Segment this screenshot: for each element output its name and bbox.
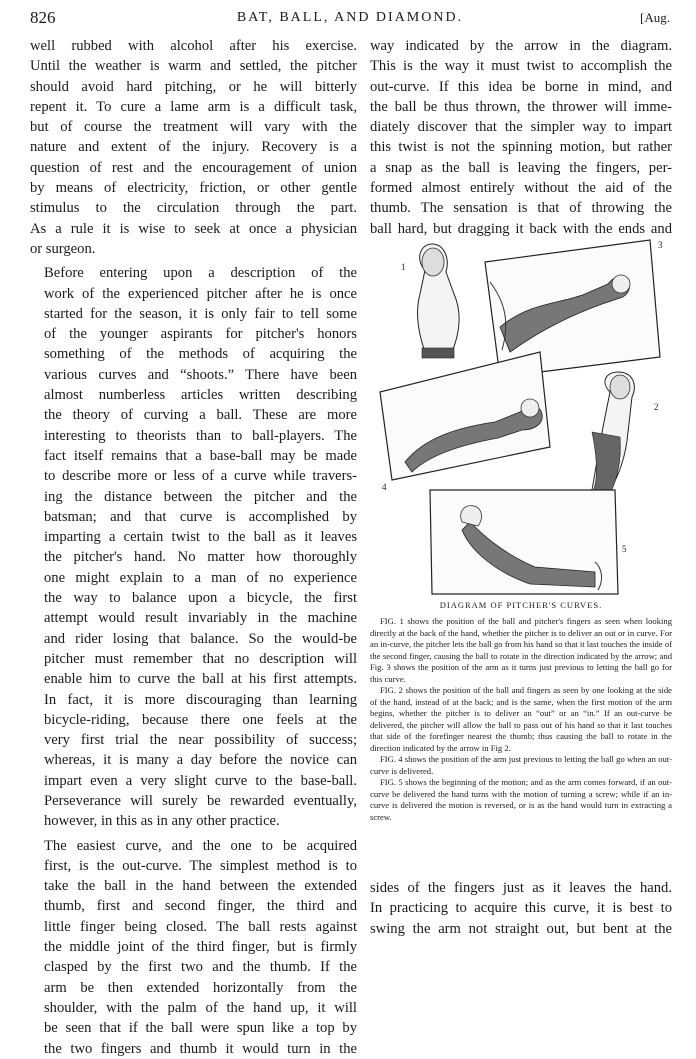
- text-line: thumb, first and second finger, the third and: [44, 898, 357, 915]
- fig-4-panel: [380, 352, 550, 480]
- text-line: This is the way it must twist to accomplish the: [370, 58, 672, 75]
- text-line: by means of electricity, friction, or other gentle: [30, 180, 357, 197]
- text-line: to describe more or less of a curve while travers-: [44, 468, 357, 485]
- page-number: 826: [30, 8, 56, 27]
- text-line: repent it. To cure a lame arm is a difficult task,: [30, 98, 357, 115]
- text-line: Before entering upon a description of the: [44, 265, 357, 282]
- text-line: stimulus to the circulation through the part.: [30, 200, 357, 217]
- text-line: something of the methods of acquiring the: [44, 346, 357, 363]
- text-line: whereas, it is many a day before the novice can: [44, 752, 357, 769]
- text-line: one might explain to a man of no experience: [44, 569, 357, 586]
- text-line: a snap as the ball is leaving the fingers, per-: [370, 159, 672, 176]
- text-line: the middle joint of the third finger, but is firmly: [44, 939, 357, 956]
- text-line: pitcher must remember that no description will: [44, 650, 357, 667]
- text-line: should avoid hard pitching, or he will bitterly: [30, 78, 357, 95]
- text-line: shoulder, with the palm of the hand up, it will: [44, 999, 357, 1016]
- text-line: the two fingers and thumb it would turn in the: [44, 1040, 357, 1057]
- text-line: be seen that if the ball were spun like a top by: [44, 1020, 357, 1037]
- figure-captions: [370, 616, 672, 823]
- text-line: impart even a very slight curve to the base-ball.: [44, 772, 357, 789]
- text-line: first, is the out-curve. The simplest method is to: [44, 857, 357, 874]
- paragraph-twist: [370, 36, 672, 239]
- text-line: fact itself remains that a base-ball may be made: [44, 447, 357, 464]
- text-line: of the younger aspirants for pitcher's honors: [44, 326, 357, 343]
- running-header: [30, 8, 670, 30]
- text-line: In fact, it is more discouraging than learning: [44, 691, 357, 708]
- paragraph-curves-intro: [30, 263, 357, 831]
- left-column: [30, 36, 357, 1059]
- text-line: batsman; and that curve is accomplished by: [44, 508, 357, 525]
- text-line: swing the arm not straight out, but bent at the: [370, 920, 672, 937]
- text-line: started for the season, it is only fair to tell some: [44, 305, 357, 322]
- caption-fig-1: FIG. 1 shows the position of the ball and pitcher's fingers as seen when looking directly at the back of the hand, whether the pitcher is to deliver an out or in curve. For an in-curve, the pitcher lets the ball go from his hand so that it last touches the inside of the second finger, causing the ball to rotate in the direction indicated by the arrow; and Fig. 3 shows the position of the arm as it turns just previous to letting the ball go for this curve.: [370, 616, 672, 684]
- pitcher-curves-diagram: [370, 232, 672, 612]
- caption-fig-4: FIG. 4 shows the position of the arm just previous to letting the ball go when an out-curve is delivered.: [370, 754, 672, 776]
- text-line: nature and extent of the injury. Recovery is a: [30, 139, 357, 156]
- text-line: work of the experienced pitcher after he is once: [44, 285, 357, 302]
- diagram-illustration: [370, 232, 672, 602]
- text-line: little finger being closed. The ball rests against: [44, 918, 357, 935]
- text-line: In practicing to acquire this curve, it is best to: [370, 900, 672, 917]
- fig-1-hand: [418, 244, 460, 358]
- text-line: the pitcher's hand. No matter how thoroughly: [44, 549, 357, 566]
- text-line: As a rule it is wise to seek at once a physician: [30, 220, 357, 237]
- text-line: way indicated by the arrow in the diagram.: [370, 38, 672, 54]
- text-line: this twist is not the spinning motion, but rather: [370, 139, 672, 156]
- text-line: imparting a certain twist to the ball as it leaves: [44, 529, 357, 546]
- text-line: very first trial the near possibility of success;: [44, 732, 357, 749]
- text-line: question of rest and the encouragement of union: [30, 159, 357, 176]
- text-line: various curves and “shoots.” There have been: [44, 366, 357, 383]
- caption-fig-2: FIG. 2 shows the position of the ball and fingers as seen by one looking at the side of the hand, instead of at the back; and is the same, when the first motion of the arm begins, whether the pitcher is to deliver an “out” or an “in.” If an out-curve be delivered, the pitcher will allow the ball to pass out of his hand so that it last touches that side of the forefinger nearest the thumb; thus causing the ball to rotate in the direction indicated by the arrow in Fig 2.: [370, 685, 672, 753]
- text-line: and rider losing that balance. So the would-be: [44, 630, 357, 647]
- text-line: ing the distance between the pitcher and the: [44, 488, 357, 505]
- text-line: thumb. The sensation is that of throwing the: [370, 200, 672, 217]
- fig-label-3: 3: [658, 240, 663, 250]
- right-column-top: [370, 36, 672, 239]
- text-line: or surgeon.: [30, 240, 96, 257]
- text-line: the ball be thus thrown, the thrower will imme-: [370, 98, 672, 115]
- fig-label-2: 2: [654, 402, 659, 412]
- text-line: arm be then extended horizontally from the: [44, 979, 357, 996]
- paragraph-lame-arm: [30, 36, 357, 259]
- text-line: diately discover that the simpler way to impart: [370, 119, 672, 136]
- text-line: The easiest curve, and the one to be acquired: [44, 837, 357, 854]
- text-line: take the ball in the hand between the extended: [44, 878, 357, 895]
- text-line: formed almost entirely without the aid of the: [370, 180, 672, 197]
- text-line: almost numberless articles written describing: [44, 387, 357, 404]
- fig-3-panel: [485, 240, 660, 377]
- paragraph-out-curve: [30, 836, 357, 1059]
- text-line: however, in this as in any other practice.: [44, 813, 280, 830]
- text-line: ball hard, but dragging it back with the ends and: [370, 220, 672, 237]
- text-line: Until the weather is warm and settled, the pitcher: [30, 58, 357, 75]
- issue-month: [Aug.: [640, 10, 670, 25]
- text-line: but of course the treatment will vary with the: [30, 119, 357, 136]
- text-line: well rubbed with alcohol after his exercise.: [30, 38, 357, 54]
- text-line: bicycle-riding, because there one feels at the: [44, 711, 357, 728]
- text-line: out-curve. If this idea be borne in mind, and: [370, 78, 672, 95]
- text-line: the way to balance upon a bicycle, the first: [44, 590, 357, 607]
- fig-5-panel: [430, 490, 618, 594]
- text-line: attempt would result invariably in the machine: [44, 610, 357, 627]
- text-line: enable him to curve the ball at his first attempts.: [44, 671, 357, 688]
- fig-label-4: 4: [382, 482, 387, 492]
- text-line: clasped by the first two and the thumb. If the: [44, 959, 357, 976]
- fig-label-5: 5: [622, 544, 627, 554]
- text-line: interesting to theorists than to ball-players. The: [44, 427, 357, 444]
- text-line: the theory of curving a ball. These are more: [44, 407, 357, 424]
- right-column-bottom: [370, 878, 672, 939]
- text-line: Perseverance will surely be rewarded eventually,: [44, 792, 357, 809]
- running-title: BAT, BALL, AND DIAMOND.: [236, 10, 464, 25]
- fig-label-1: 1: [401, 262, 406, 272]
- paragraph-fingers-sides: [370, 878, 672, 939]
- caption-fig-5: FIG. 5 shows the beginning of the motion; and as the arm comes forward, if an out-curve be delivered the hand turns with the motion of turning a screw; while if an in-curve is delivered the motion is reversed, or is as the hand would turn in extracting a screw.: [370, 777, 672, 822]
- text-line: sides of the fingers just as it leaves the hand.: [370, 880, 672, 896]
- diagram-title: DIAGRAM OF PITCHER'S CURVES.: [439, 600, 603, 610]
- fig-2-hand: [592, 372, 634, 494]
